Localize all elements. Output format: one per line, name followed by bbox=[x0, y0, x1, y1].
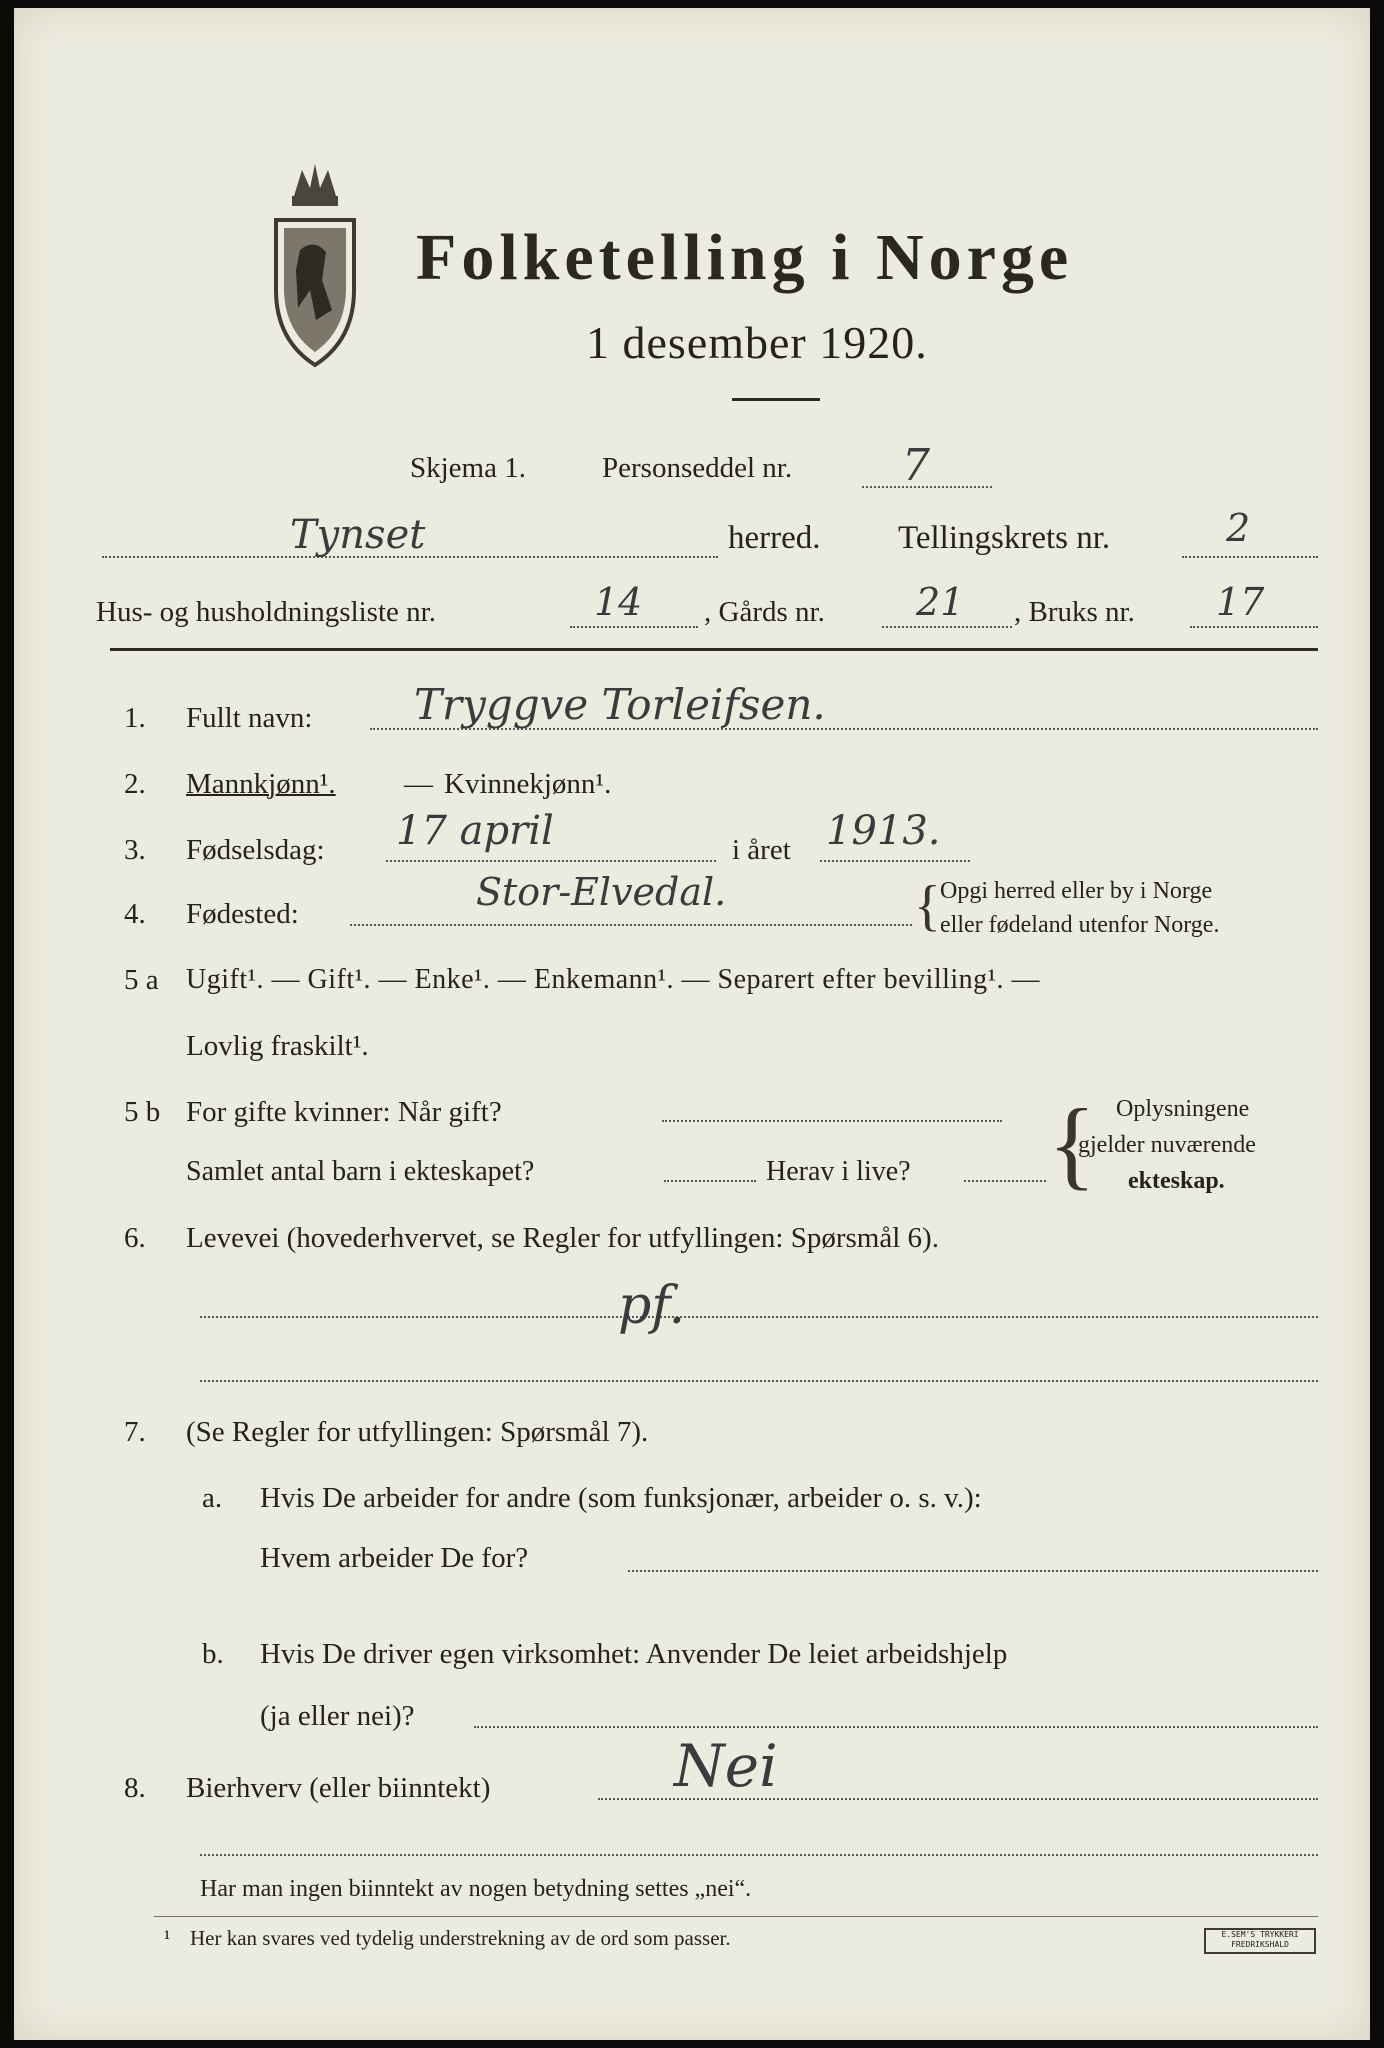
q1-number: 1. bbox=[124, 702, 146, 734]
q7a-line2: Hvem arbeider De for? bbox=[260, 1542, 529, 1574]
tellingskrets-label: Tellingskrets nr. bbox=[898, 520, 1111, 556]
q5b-live-line bbox=[964, 1180, 1046, 1182]
q5b-line2a: Samlet antal barn i ekteskapet? bbox=[186, 1156, 535, 1187]
census-form-page bbox=[14, 8, 1370, 2040]
bruks-label: , Bruks nr. bbox=[1014, 596, 1135, 628]
bruks-value: 17 bbox=[1216, 580, 1265, 624]
schema-label: Skjema 1. bbox=[410, 452, 526, 484]
gards-line bbox=[882, 626, 1012, 628]
q3-year-line bbox=[820, 860, 970, 862]
husliste-line bbox=[570, 626, 698, 628]
q5b-barn-line bbox=[664, 1180, 756, 1182]
q7a-number: a. bbox=[202, 1482, 223, 1514]
norwegian-coat-of-arms-icon bbox=[266, 160, 364, 370]
q6-line1 bbox=[200, 1316, 1318, 1318]
q5b-note-line3: ekteskap. bbox=[1128, 1168, 1225, 1194]
q5b-number: 5 b bbox=[124, 1096, 161, 1128]
q5b-gift-line bbox=[662, 1120, 1002, 1122]
q7b-line bbox=[474, 1726, 1318, 1728]
q7b-line2: (ja eller nei)? bbox=[260, 1700, 415, 1732]
q8-label: Bierhverv (eller biinntekt) bbox=[186, 1772, 491, 1804]
q5b-brace: { bbox=[1048, 1088, 1096, 1199]
q8-line2 bbox=[200, 1854, 1318, 1856]
q4-brace: { bbox=[914, 875, 941, 937]
q4-value: Stor-Elvedal. bbox=[476, 870, 727, 914]
husliste-value: 14 bbox=[594, 580, 643, 624]
q2-separator: — bbox=[404, 768, 433, 800]
q4-line bbox=[350, 924, 912, 926]
q4-note-line1: Opgi herred eller by i Norge bbox=[940, 878, 1213, 904]
printer-stamp: E.SEM'S TRYKKERI FREDRIKSHALD bbox=[1204, 1928, 1316, 1954]
q4-note-line2: eller fødeland utenfor Norge. bbox=[940, 912, 1220, 938]
q8-number: 8. bbox=[124, 1772, 146, 1804]
q3-year-label: i året bbox=[732, 834, 791, 866]
q3-day-line bbox=[386, 860, 716, 862]
q7a-line bbox=[628, 1570, 1318, 1572]
q6-label: Levevei (hovederhvervet, se Regler for utfyllingen: Spørsmål 6). bbox=[186, 1222, 939, 1254]
title-divider bbox=[732, 398, 820, 401]
tellingskrets-value: 2 bbox=[1226, 506, 1251, 550]
personseddel-value: 7 bbox=[902, 440, 930, 491]
q5b-line1: For gifte kvinner: Når gift? bbox=[186, 1096, 502, 1128]
q5b-line2b: Herav i live? bbox=[766, 1156, 911, 1187]
q6-value: pf. bbox=[618, 1276, 686, 1336]
herred-value: Tynset bbox=[290, 512, 426, 558]
tellingskrets-line bbox=[1182, 556, 1318, 558]
gards-value: 21 bbox=[916, 580, 965, 624]
q6-number: 6. bbox=[124, 1222, 146, 1254]
q7b-line1: Hvis De driver egen virksomhet: Anvender De leiet arbeidshjelp bbox=[260, 1638, 1008, 1670]
q2-number: 2. bbox=[124, 768, 146, 800]
footnote-text: Her kan svares ved tydelig understrekning av de ord som passer. bbox=[190, 1926, 731, 1950]
bruks-line bbox=[1190, 626, 1318, 628]
q3-year-value: 1913. bbox=[826, 808, 941, 854]
q8-value: Nei bbox=[674, 1732, 778, 1800]
q5a-number: 5 a bbox=[124, 964, 159, 996]
gards-label: , Gårds nr. bbox=[704, 596, 825, 628]
q5b-note-line1: Oplysningene bbox=[1116, 1096, 1250, 1122]
q3-label: Fødselsdag: bbox=[186, 834, 325, 866]
header-rule bbox=[110, 648, 1318, 651]
footnote-mark: ¹ bbox=[164, 1926, 171, 1950]
husliste-label: Hus- og husholdningsliste nr. bbox=[96, 596, 436, 628]
form-title: Folketelling i Norge bbox=[416, 221, 1074, 294]
q5a-line1: Ugift¹. — Gift¹. — Enke¹. — Enkemann¹. — Separert efter bevilling¹. — bbox=[186, 964, 1041, 995]
footnote-rule bbox=[154, 1916, 1318, 1917]
footer-note: Har man ingen biinntekt av nogen betydning settes „nei“. bbox=[200, 1876, 752, 1902]
personseddel-label: Personseddel nr. bbox=[602, 452, 793, 484]
q6-line2 bbox=[200, 1380, 1318, 1382]
q7-number: 7. bbox=[124, 1416, 146, 1448]
q5b-note-line2: gjelder nuværende bbox=[1078, 1132, 1256, 1158]
q7a-line1: Hvis De arbeider for andre (som funksjonær, arbeider o. s. v.): bbox=[260, 1482, 982, 1514]
q1-value: Tryggve Torleifsen. bbox=[414, 680, 826, 729]
q5a-line2: Lovlig fraskilt¹. bbox=[186, 1030, 369, 1062]
q4-number: 4. bbox=[124, 898, 146, 930]
q3-value: 17 april bbox=[396, 808, 554, 854]
q1-label: Fullt navn: bbox=[186, 702, 313, 734]
q3-number: 3. bbox=[124, 834, 146, 866]
q4-label: Fødested: bbox=[186, 898, 299, 930]
q7b-number: b. bbox=[202, 1638, 224, 1670]
q7-label: (Se Regler for utfyllingen: Spørsmål 7). bbox=[186, 1416, 649, 1448]
form-date: 1 desember 1920. bbox=[586, 317, 928, 368]
herred-label: herred. bbox=[728, 520, 821, 556]
q2-male: Mannkjønn¹. bbox=[186, 768, 336, 800]
q2-female: Kvinnekjønn¹. bbox=[444, 768, 612, 800]
